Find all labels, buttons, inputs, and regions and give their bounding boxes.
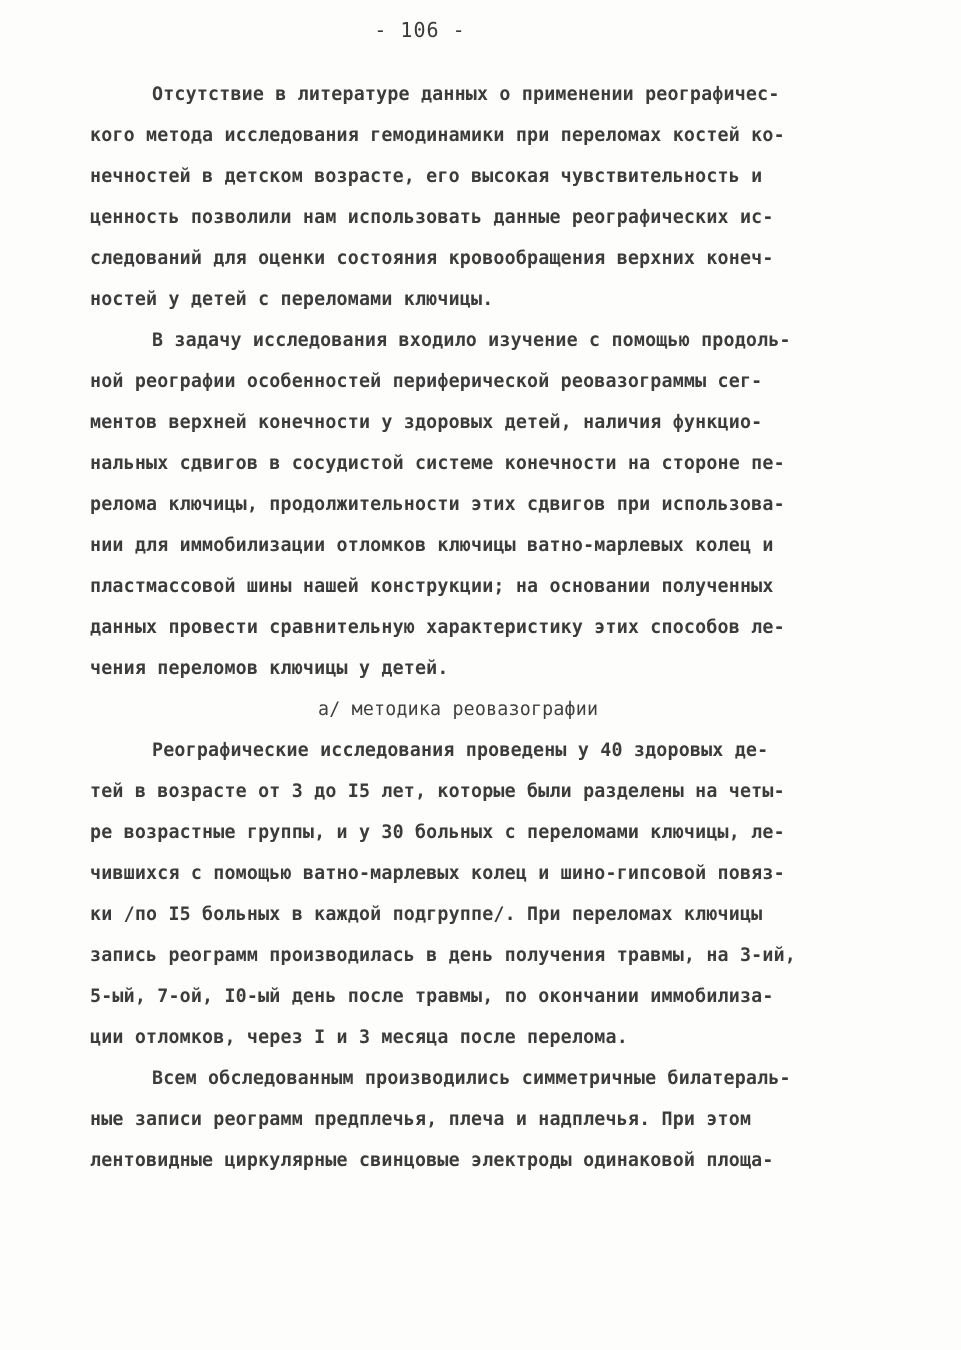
- text-line: Отсутствие в литературе данных о применении реографичес-: [152, 84, 780, 105]
- text-line: тей в возрасте от 3 до I5 лет, которые были разделены на четы-: [90, 781, 785, 802]
- paragraph-1: [90, 74, 880, 320]
- text-line: лентовидные циркулярные свинцовые электроды одинаковой площа-: [90, 1150, 774, 1171]
- text-line: ментов верхней конечности у здоровых детей, наличия функцио-: [90, 412, 763, 433]
- text-line: ные записи реограмм предплечья, плеча и надплечья. При этом: [90, 1109, 752, 1130]
- text-line: ценность позволили нам использовать данные реографических ис-: [90, 207, 774, 228]
- text-line: 5-ый, 7-ой, I0-ый день после травмы, по окончании иммобилиза-: [90, 986, 774, 1007]
- page-number: - 106 -: [374, 18, 466, 42]
- text-line: ре возрастные группы, и у 30 больных с переломами ключицы, ле-: [90, 822, 785, 843]
- text-line: кого метода исследования гемодинамики при переломах костей ко-: [90, 125, 785, 146]
- text-line: запись реограмм производилась в день получения травмы, на 3-ий,: [90, 945, 796, 966]
- text-line: ной реографии особенностей периферической реовазограммы сег-: [90, 371, 763, 392]
- section-heading: а/ методика реовазографии: [318, 699, 599, 720]
- text-line: чения переломов ключицы у детей.: [90, 658, 449, 679]
- text-line: ностей у детей с переломами ключицы.: [90, 289, 494, 310]
- paragraph-4: [90, 1058, 880, 1181]
- text-line: ки /по I5 больных в каждой подгруппе/. При переломах ключицы: [90, 904, 763, 925]
- text-line: чившихся с помощью ватно-марлевых колец и шино-гипсовой повяз-: [90, 863, 785, 884]
- text-line: релома ключицы, продолжительности этих сдвигов при использова-: [90, 494, 785, 515]
- text-line: следований для оценки состояния кровообращения верхних конеч-: [90, 248, 774, 269]
- text-line: нечностей в детском возрасте, его высокая чувствительность и: [90, 166, 763, 187]
- text-line: ции отломков, через I и 3 месяца после перелома.: [90, 1027, 628, 1048]
- text-line: В задачу исследования входило изучение с помощью продоль-: [152, 330, 791, 351]
- paragraph-2: [90, 320, 880, 689]
- text-line: Всем обследованным производились симметричные билатераль-: [152, 1068, 791, 1089]
- text-line: данных провести сравнительную характеристику этих способов ле-: [90, 617, 785, 638]
- text-line: пластмассовой шины нашей конструкции; на основании полученных: [90, 576, 774, 597]
- text-line: нии для иммобилизации отломков ключицы ватно-марлевых колец и: [90, 535, 774, 556]
- section-heading-block: [90, 689, 880, 730]
- text-line: Реографические исследования проведены у 40 здоровых де-: [152, 740, 769, 761]
- paragraph-3: [90, 730, 880, 1058]
- text-line: нальных сдвигов в сосудистой системе конечности на стороне пе-: [90, 453, 785, 474]
